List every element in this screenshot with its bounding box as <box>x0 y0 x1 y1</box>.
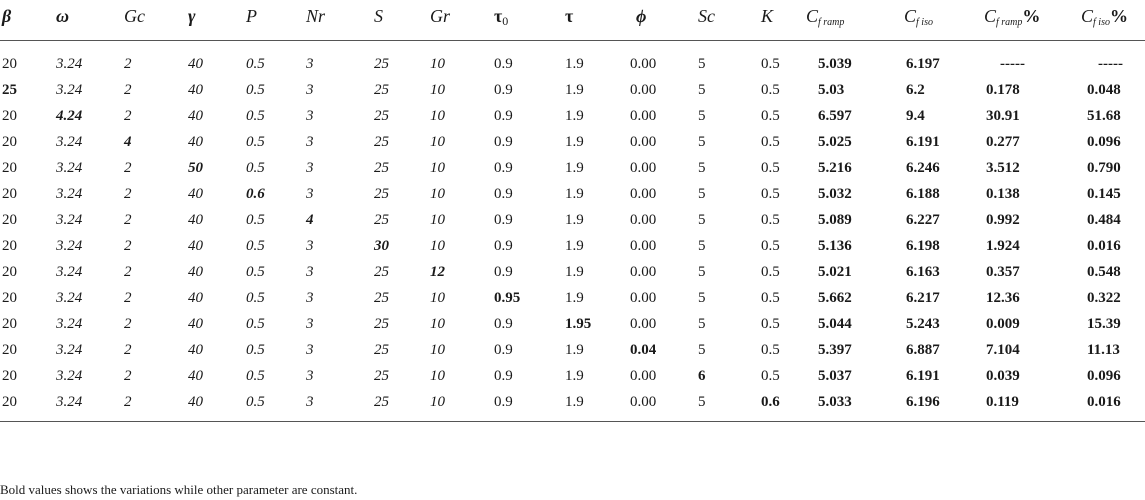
cell-nr: 3 <box>306 394 314 410</box>
header-tau: τ <box>565 6 574 26</box>
cell-tau0: 0.9 <box>494 212 513 228</box>
cell-p: 0.5 <box>246 212 265 228</box>
cell-nr: 3 <box>306 290 314 306</box>
header-cf-ramp-sub: f ramp <box>818 17 845 28</box>
header-sc: Sc <box>698 6 715 26</box>
cell-tau0: 0.9 <box>494 316 513 332</box>
cell-cf-ramp: 5.032 <box>818 186 852 202</box>
cell-p: 0.5 <box>246 160 265 176</box>
table-row <box>0 364 1145 390</box>
cell-cf-iso-pct: 11.13 <box>1087 342 1120 358</box>
cell-omega: 3.24 <box>56 264 83 280</box>
cell-beta: 20 <box>2 212 17 228</box>
cell-phi: 0.00 <box>630 160 657 176</box>
cell-gr: 10 <box>430 212 445 228</box>
header-cf-iso-c: C <box>904 6 917 26</box>
cell-gamma: 40 <box>188 342 203 358</box>
cell-phi: 0.00 <box>630 56 657 72</box>
cell-gc: 2 <box>124 394 132 410</box>
cell-cf-iso: 6.198 <box>906 238 940 254</box>
header-cf-ramp <box>806 6 844 28</box>
cell-cf-ramp: 5.089 <box>818 212 852 228</box>
cell-cf-ramp: 5.021 <box>818 264 852 280</box>
header-cf-iso-sub: f iso <box>916 17 933 28</box>
cell-cf-ramp: 5.662 <box>818 290 852 306</box>
cell-gr: 10 <box>430 108 445 124</box>
header-cf-iso-pct-sub: f iso <box>1093 17 1110 28</box>
cell-k: 0.5 <box>761 290 780 306</box>
cell-cf-iso: 6.163 <box>906 264 940 280</box>
cell-tau0: 0.9 <box>494 82 513 98</box>
cell-sc: 5 <box>698 160 706 176</box>
cell-cf-iso: 6.197 <box>906 56 940 72</box>
table-row <box>0 182 1145 208</box>
cell-tau: 1.9 <box>565 56 584 72</box>
cell-omega: 3.24 <box>56 82 83 98</box>
cell-omega: 4.24 <box>56 108 83 124</box>
cell-cf-ramp-pct: 0.992 <box>986 212 1020 228</box>
cell-cf-iso: 6.227 <box>906 212 940 228</box>
header-p: P <box>246 6 257 26</box>
cell-tau: 1.9 <box>565 238 584 254</box>
cell-p: 0.5 <box>246 238 265 254</box>
cell-k: 0.6 <box>761 394 780 410</box>
table-row <box>0 312 1145 338</box>
cell-tau: 1.9 <box>565 394 584 410</box>
cell-sc: 5 <box>698 264 706 280</box>
table-header <box>0 0 1145 40</box>
cell-cf-ramp-pct: 0.277 <box>986 134 1020 150</box>
table-row <box>0 286 1145 312</box>
cell-nr: 3 <box>306 264 314 280</box>
cell-gr: 10 <box>430 82 445 98</box>
header-cf-ramp-pct-c: C <box>984 6 997 26</box>
cell-tau: 1.9 <box>565 264 584 280</box>
cell-cf-ramp-pct: 0.039 <box>986 368 1020 384</box>
cell-p: 0.5 <box>246 290 265 306</box>
cell-cf-iso: 6.246 <box>906 160 940 176</box>
cell-cf-iso-pct: 0.016 <box>1087 238 1121 254</box>
cell-sc: 5 <box>698 238 706 254</box>
cell-sc: 5 <box>698 212 706 228</box>
cell-cf-ramp: 5.216 <box>818 160 852 176</box>
cell-phi: 0.00 <box>630 290 657 306</box>
cell-cf-ramp-pct: 12.36 <box>986 290 1020 306</box>
cell-omega: 3.24 <box>56 160 83 176</box>
cell-sc: 5 <box>698 134 706 150</box>
cell-gr: 10 <box>430 290 445 306</box>
header-k: K <box>761 6 774 26</box>
cell-gamma: 40 <box>188 368 203 384</box>
cell-cf-iso-pct: ----- <box>1098 56 1123 72</box>
header-cf-iso <box>904 6 933 28</box>
cell-k: 0.5 <box>761 238 780 254</box>
cell-p: 0.5 <box>246 108 265 124</box>
cell-beta: 20 <box>2 134 17 150</box>
header-cf-iso-pct <box>1081 6 1128 28</box>
cell-cf-iso: 6.2 <box>906 82 925 98</box>
cell-k: 0.5 <box>761 134 780 150</box>
cell-beta: 20 <box>2 342 17 358</box>
cell-cf-ramp-pct: ----- <box>1000 56 1025 72</box>
cell-p: 0.5 <box>246 394 265 410</box>
cell-p: 0.5 <box>246 342 265 358</box>
header-cf-ramp-c: C <box>806 6 819 26</box>
cell-phi: 0.00 <box>630 368 657 384</box>
cell-tau0: 0.9 <box>494 186 513 202</box>
cell-phi: 0.00 <box>630 212 657 228</box>
cell-p: 0.5 <box>246 264 265 280</box>
cell-k: 0.5 <box>761 82 780 98</box>
cell-p: 0.5 <box>246 134 265 150</box>
cell-s: 25 <box>374 290 389 306</box>
cell-gr: 10 <box>430 186 445 202</box>
cell-tau: 1.9 <box>565 160 584 176</box>
cell-cf-ramp-pct: 0.119 <box>986 394 1019 410</box>
cell-s: 25 <box>374 108 389 124</box>
cell-sc: 5 <box>698 186 706 202</box>
cell-cf-ramp: 5.397 <box>818 342 852 358</box>
cell-gamma: 40 <box>188 238 203 254</box>
cell-sc: 5 <box>698 342 706 358</box>
bottom-rule <box>0 421 1145 422</box>
cell-sc: 5 <box>698 108 706 124</box>
cell-omega: 3.24 <box>56 186 83 202</box>
cell-k: 0.5 <box>761 108 780 124</box>
cell-s: 25 <box>374 368 389 384</box>
cell-phi: 0.00 <box>630 186 657 202</box>
cell-tau0: 0.9 <box>494 160 513 176</box>
cell-p: 0.5 <box>246 368 265 384</box>
cell-cf-iso-pct: 0.790 <box>1087 160 1121 176</box>
cell-nr: 3 <box>306 316 314 332</box>
cell-k: 0.5 <box>761 342 780 358</box>
cell-gamma: 40 <box>188 264 203 280</box>
cell-cf-ramp: 5.136 <box>818 238 852 254</box>
table-row <box>0 130 1145 156</box>
cell-s: 30 <box>374 238 389 254</box>
cell-cf-ramp: 5.039 <box>818 56 852 72</box>
cell-tau0: 0.9 <box>494 134 513 150</box>
cell-p: 0.5 <box>246 82 265 98</box>
cell-tau: 1.9 <box>565 290 584 306</box>
cell-gr: 10 <box>430 368 445 384</box>
cell-gc: 2 <box>124 108 132 124</box>
cell-gc: 4 <box>124 134 132 150</box>
cell-gr: 10 <box>430 342 445 358</box>
cell-beta: 20 <box>2 316 17 332</box>
cell-gc: 2 <box>124 290 132 306</box>
cell-gc: 2 <box>124 238 132 254</box>
cell-s: 25 <box>374 264 389 280</box>
cell-cf-ramp: 5.025 <box>818 134 852 150</box>
cell-omega: 3.24 <box>56 342 83 358</box>
cell-gr: 10 <box>430 238 445 254</box>
table-footnote: Bold values shows the variations while other parameter are constant. <box>0 482 358 497</box>
cell-cf-iso: 5.243 <box>906 316 940 332</box>
table-row <box>0 208 1145 234</box>
cell-gc: 2 <box>124 264 132 280</box>
cell-cf-ramp: 5.044 <box>818 316 852 332</box>
header-tau0 <box>494 6 508 29</box>
cell-gc: 2 <box>124 342 132 358</box>
cell-gc: 2 <box>124 82 132 98</box>
cell-tau0: 0.95 <box>494 290 521 306</box>
cell-tau: 1.9 <box>565 342 584 358</box>
header-cf-iso-pct-suffix: % <box>1109 6 1128 26</box>
cell-cf-ramp: 6.597 <box>818 108 852 124</box>
cell-tau: 1.9 <box>565 134 584 150</box>
cell-omega: 3.24 <box>56 134 83 150</box>
table-row <box>0 52 1145 78</box>
cell-phi: 0.00 <box>630 108 657 124</box>
cell-phi: 0.00 <box>630 394 657 410</box>
cell-gr: 10 <box>430 56 445 72</box>
header-cf-ramp-pct <box>984 6 1040 28</box>
cell-k: 0.5 <box>761 264 780 280</box>
cell-omega: 3.24 <box>56 212 83 228</box>
cell-tau: 1.9 <box>565 108 584 124</box>
cell-cf-iso: 6.191 <box>906 134 940 150</box>
cell-gr: 10 <box>430 134 445 150</box>
cell-s: 25 <box>374 342 389 358</box>
cell-omega: 3.24 <box>56 368 83 384</box>
cell-gr: 12 <box>430 264 445 280</box>
cell-phi: 0.00 <box>630 238 657 254</box>
header-gc: Gc <box>124 6 145 26</box>
cell-cf-ramp-pct: 0.357 <box>986 264 1020 280</box>
cell-gamma: 40 <box>188 108 203 124</box>
cell-tau0: 0.9 <box>494 342 513 358</box>
cell-s: 25 <box>374 394 389 410</box>
cell-sc: 5 <box>698 394 706 410</box>
cell-k: 0.5 <box>761 186 780 202</box>
cell-cf-ramp-pct: 3.512 <box>986 160 1020 176</box>
header-s: S <box>374 6 383 26</box>
cell-tau: 1.9 <box>565 186 584 202</box>
cell-phi: 0.00 <box>630 82 657 98</box>
cell-nr: 3 <box>306 82 314 98</box>
cell-gamma: 40 <box>188 212 203 228</box>
cell-sc: 6 <box>698 368 706 384</box>
cell-gc: 2 <box>124 160 132 176</box>
cell-nr: 3 <box>306 186 314 202</box>
header-phi: ϕ <box>636 6 647 26</box>
cell-cf-iso-pct: 0.096 <box>1087 134 1121 150</box>
cell-cf-ramp-pct: 30.91 <box>986 108 1020 124</box>
cell-tau0: 0.9 <box>494 56 513 72</box>
cell-omega: 3.24 <box>56 316 83 332</box>
cell-phi: 0.00 <box>630 264 657 280</box>
cell-gamma: 40 <box>188 134 203 150</box>
cell-p: 0.5 <box>246 316 265 332</box>
cell-cf-ramp: 5.033 <box>818 394 852 410</box>
cell-cf-ramp-pct: 0.009 <box>986 316 1020 332</box>
cell-phi: 0.00 <box>630 316 657 332</box>
cell-cf-iso: 6.196 <box>906 394 940 410</box>
cell-omega: 3.24 <box>56 56 83 72</box>
cell-gamma: 40 <box>188 394 203 410</box>
header-cf-ramp-pct-sub: f ramp <box>996 17 1023 28</box>
table-row <box>0 390 1145 416</box>
cell-beta: 20 <box>2 186 17 202</box>
header-tau0-subscript: 0 <box>502 14 509 28</box>
cell-cf-iso-pct: 0.096 <box>1087 368 1121 384</box>
cell-cf-iso-pct: 0.484 <box>1087 212 1121 228</box>
cell-cf-ramp: 5.03 <box>818 82 845 98</box>
cell-phi: 0.00 <box>630 134 657 150</box>
table-row <box>0 156 1145 182</box>
table-body <box>0 41 1145 416</box>
cell-beta: 20 <box>2 108 17 124</box>
cell-gc: 2 <box>124 368 132 384</box>
cell-k: 0.5 <box>761 368 780 384</box>
cell-gamma: 40 <box>188 290 203 306</box>
cell-cf-iso: 6.217 <box>906 290 940 306</box>
cell-p: 0.5 <box>246 56 265 72</box>
cell-cf-iso-pct: 0.048 <box>1087 82 1121 98</box>
cell-beta: 20 <box>2 56 17 72</box>
cell-tau0: 0.9 <box>494 368 513 384</box>
cell-beta: 20 <box>2 160 17 176</box>
cell-omega: 3.24 <box>56 394 83 410</box>
cell-cf-ramp-pct: 7.104 <box>986 342 1020 358</box>
header-cf-iso-pct-c: C <box>1081 6 1094 26</box>
cell-nr: 3 <box>306 108 314 124</box>
cell-gr: 10 <box>430 316 445 332</box>
cell-nr: 3 <box>306 56 314 72</box>
cell-cf-iso: 6.887 <box>906 342 940 358</box>
cell-gamma: 40 <box>188 82 203 98</box>
cell-tau0: 0.9 <box>494 264 513 280</box>
cell-tau: 1.9 <box>565 82 584 98</box>
cell-tau: 1.9 <box>565 368 584 384</box>
table-row <box>0 78 1145 104</box>
cell-cf-iso: 9.4 <box>906 108 925 124</box>
cell-k: 0.5 <box>761 212 780 228</box>
header-omega: ω <box>56 6 70 26</box>
cell-beta: 20 <box>2 238 17 254</box>
cell-tau0: 0.9 <box>494 238 513 254</box>
cell-nr: 3 <box>306 368 314 384</box>
table-row <box>0 260 1145 286</box>
header-cf-ramp-pct-suffix: % <box>1022 6 1041 26</box>
cell-s: 25 <box>374 186 389 202</box>
cell-nr: 3 <box>306 160 314 176</box>
cell-omega: 3.24 <box>56 238 83 254</box>
cell-s: 25 <box>374 212 389 228</box>
cell-tau: 1.9 <box>565 212 584 228</box>
cell-nr: 3 <box>306 342 314 358</box>
cell-cf-iso-pct: 0.548 <box>1087 264 1121 280</box>
cell-cf-ramp-pct: 0.178 <box>986 82 1020 98</box>
cell-cf-ramp-pct: 0.138 <box>986 186 1020 202</box>
cell-nr: 4 <box>306 212 314 228</box>
cell-gr: 10 <box>430 160 445 176</box>
cell-omega: 3.24 <box>56 290 83 306</box>
cell-gc: 2 <box>124 56 132 72</box>
cell-k: 0.5 <box>761 160 780 176</box>
cell-cf-iso-pct: 0.145 <box>1087 186 1121 202</box>
header-beta: β <box>2 6 12 26</box>
cell-tau0: 0.9 <box>494 394 513 410</box>
table-row <box>0 234 1145 260</box>
cell-gamma: 40 <box>188 56 203 72</box>
cell-k: 0.5 <box>761 316 780 332</box>
cell-sc: 5 <box>698 290 706 306</box>
cell-cf-iso-pct: 15.39 <box>1087 316 1121 332</box>
cell-k: 0.5 <box>761 56 780 72</box>
cell-gc: 2 <box>124 186 132 202</box>
cell-beta: 20 <box>2 394 17 410</box>
cell-cf-iso-pct: 0.322 <box>1087 290 1121 306</box>
cell-beta: 20 <box>2 290 17 306</box>
header-gamma: γ <box>188 6 196 26</box>
cell-gamma: 40 <box>188 186 203 202</box>
cell-s: 25 <box>374 316 389 332</box>
cell-s: 25 <box>374 82 389 98</box>
cell-s: 25 <box>374 134 389 150</box>
header-tau0-symbol: τ <box>494 6 503 26</box>
header-gr: Gr <box>430 6 451 26</box>
cell-cf-iso: 6.191 <box>906 368 940 384</box>
cell-tau: 1.95 <box>565 316 592 332</box>
cell-gamma: 40 <box>188 316 203 332</box>
cell-gc: 2 <box>124 316 132 332</box>
cell-cf-ramp: 5.037 <box>818 368 852 384</box>
cell-gc: 2 <box>124 212 132 228</box>
cell-sc: 5 <box>698 82 706 98</box>
cell-cf-ramp-pct: 1.924 <box>986 238 1020 254</box>
cell-cf-iso: 6.188 <box>906 186 940 202</box>
cell-beta: 25 <box>2 82 17 98</box>
cell-cf-iso-pct: 0.016 <box>1087 394 1121 410</box>
table-row <box>0 338 1145 364</box>
cell-p: 0.6 <box>246 186 265 202</box>
cell-gr: 10 <box>430 394 445 410</box>
table-row <box>0 104 1145 130</box>
cell-beta: 20 <box>2 264 17 280</box>
cell-beta: 20 <box>2 368 17 384</box>
cell-sc: 5 <box>698 316 706 332</box>
cell-s: 25 <box>374 56 389 72</box>
cell-s: 25 <box>374 160 389 176</box>
cell-cf-iso-pct: 51.68 <box>1087 108 1121 124</box>
cell-gamma: 50 <box>188 160 203 176</box>
cell-sc: 5 <box>698 56 706 72</box>
header-nr: Nr <box>306 6 326 26</box>
cell-tau0: 0.9 <box>494 108 513 124</box>
cell-nr: 3 <box>306 134 314 150</box>
cell-phi: 0.04 <box>630 342 657 358</box>
cell-nr: 3 <box>306 238 314 254</box>
